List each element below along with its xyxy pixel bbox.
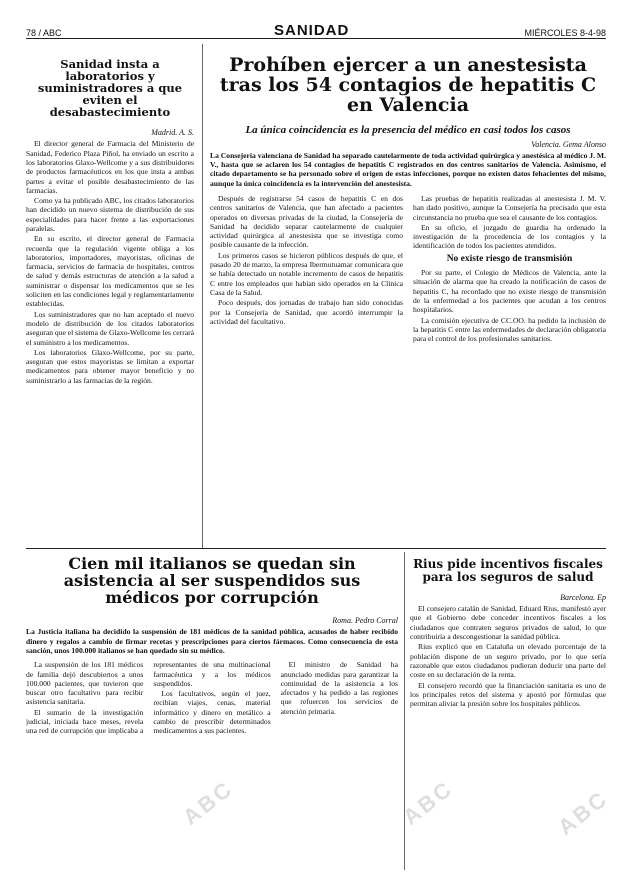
left-byline: Madrid. A. S.	[151, 128, 194, 138]
paragraph: Rius explicó que en Cataluña un elevado porcentaje de la población dispone de un seguro privado, por lo que sería razonable que estos ciudadanos pudieran deducir una parte del coste en su declaración de la renta.	[410, 642, 606, 680]
paragraph: La suspensión de los 181 médicos de familia dejó descubiertos a unos 100.000 pacientes, que tuvieron que buscar otro facultativo para recibir asistencia sanitaria.	[26, 660, 144, 707]
watermark: ABC	[553, 785, 614, 840]
column-rule	[202, 44, 203, 548]
paragraph: La comisión ejecutiva de CC.OO. ha pedido la inclusión de la hepatitis C entre las enfermedades de declaración obligatoria para el control de los profesionales sanitarios.	[413, 315, 606, 344]
italy-byline: Roma. Pedro Corral	[332, 616, 398, 626]
paragraph: El ministro de Sanidad ha anunciado medidas para garantizar la continuidad de la asistencia a los afectados y ha pedido a las regiones que refuercen los servicios de atención primaria.	[280, 660, 398, 716]
valencia-headline: Prohíben ejercer a un anestesista tras los 54 contagios de hepatitis C en Valencia	[219, 54, 597, 116]
paragraph: Después de registrarse 54 casos de hepatitis C en dos centros sanitarios de Valencia, que han afectado a pacientes operados en diversas privadas de la ciudad, la Consejería de Sanidad ha decidido separar cautelarmente de cualquier actividad quirúrgica al anestesista que se investiga como posible causante de la infección.	[210, 194, 403, 250]
italy-body	[26, 660, 398, 870]
left-body	[26, 139, 194, 385]
left-headline: Sanidad insta a laboratorios y suministradores a que eviten el desabastecimiento	[37, 57, 183, 120]
paragraph: El consejero catalán de Sanidad, Eduard Rius, manifestó ayer que el Gobierno debe conceder incentivos fiscales a los ciudadanos que contraten seguros privados de salud, lo que contribuiría a descongestionar la sanidad pública.	[410, 604, 606, 642]
page-header	[26, 6, 606, 40]
rius-byline: Barcelona. Ep	[560, 593, 606, 603]
watermark: ABC	[178, 775, 239, 830]
valencia-interhead: No existe riesgo de transmisión	[446, 253, 573, 264]
paragraph: En su escrito, el director general de Farmacia recuerda que la regulación vigente obliga a los laboratorios, importadores, mayoristas, oficinas de farmacia, servicios de farmacia de hospitales, centros de salud y demás estructuras de atención a la salud a suministrar o dispensar los medicamentos que se les soliciten en las condiciones legal y reglamentariamente establecidas.	[26, 234, 194, 309]
paragraph: Los primeros casos se hicieron públicos después de que, el pasado 20 de marzo, la empresa Ibermutuamar comunicara que se había detectado un notable incremento de casos de hepatitis C entre los empleados que habían sido operados en la Clínica Casa de la Salud.	[210, 250, 403, 297]
paragraph: Los laboratorios Glaxo-Wellcome, por su parte, aseguran que estos mayoristas se limitan a exportar medicamentos para obtener mayor beneficio y no suministrarlo a las farmacias de la región.	[26, 347, 194, 385]
paragraph: Los suministradores que no han aceptado el nuevo modelo de distribución de los citados laboratorios aseguran que el sistema de Glaxo-Wellcome les cerrará el suministro a los medicamentos.	[26, 309, 194, 347]
page-number: 78 / ABC	[26, 28, 62, 38]
left-article	[26, 44, 194, 544]
paragraph: El consejero recordó que la financiación sanitaria es uno de los principales retos del sistema y apostó por fórmulas que permitan aliviar la presión sobre los hospitales públicos.	[410, 680, 606, 709]
paragraph: Como ya ha publicado ABC, los citados laboratorios han decidido un nuevo sistema de distribución de sus especialidades para hacer frente a las exportaciones paralelas.	[26, 196, 194, 233]
section-title: SANIDAD	[274, 22, 350, 39]
valencia-subheadline: La única coincidencia es la presencia del médico en casi todos los casos	[245, 123, 571, 136]
italy-headline: Cien mil italianos se quedan sin asistencia al ser suspendidos sus médicos por corrupción	[63, 554, 361, 607]
paragraph: Por su parte, el Colegio de Médicos de Valencia, ante la situación de alarma que ha creado la notificación de casos de hepatitis C, ha recordado que no existe riesgo de transmisión de la enfermedad a los pacientes que acudan a los centros hospitalarios.	[413, 268, 606, 315]
section-divider	[26, 548, 606, 549]
paragraph: Las pruebas de hepatitis realizadas al anestesista J. M. V. han dado positivo, aunque la Consejería ha precisado que esta circunstancia no prueba que sea el causante de los contagios.	[413, 194, 606, 222]
valencia-byline: Valencia. Gema Alonso	[531, 139, 606, 149]
issue-date: MIÉRCOLES 8-4-98	[524, 28, 606, 38]
paragraph: El director general de Farmacia del Ministerio de Sanidad, Federico Plaza Piñol, ha enviado un escrito a los laboratorios Glaxo-Wellcome y a sus distribuidores de productos farmacéuticos en los que insta a ambas partes a evitar el posible desabastecimiento de las farmacias.	[26, 139, 194, 195]
watermark: ABC	[398, 775, 459, 830]
italy-lead: La Justicia italiana ha decidido la suspensión de 181 médicos de la sanidad pública, acusados de haber recibido dinero y regalos a cambio de firmar recetas y prescripciones para ciertos fármacos. Como consecuencia de esta sanción, unos 100.000 italianos se han quedado sin su médico.	[26, 627, 398, 655]
header-rule	[26, 38, 606, 39]
italy-article	[26, 552, 398, 870]
column-rule	[404, 552, 405, 870]
paragraph: El sumario de la investigación judicial, iniciada hace meses, revela una red de corrupción que implicaba a representantes de una multinacional farmacéutica y a los médicos suspendidos.	[26, 660, 271, 736]
paragraph: En su oficio, el juzgado de guardia ha ordenado la investigación de la procedencia de los contagios y la identificación de todos los pacientes atendidos.	[413, 222, 606, 251]
rius-headline: Rius pide incentivos fiscales para los seguros de salud	[413, 557, 603, 584]
paragraph: Poco después, dos jornadas de trabajo han sido conocidas por la Consejería de Sanidad, que acordó interrumpir la actividad del facultativo.	[210, 298, 403, 326]
valencia-lead: La Consejería valenciana de Sanidad ha separado cautelarmente de toda actividad quirúrgica y anestésica al médico J. M. V., hasta que se aclaren los 54 contagios de hepatitis C registrados en dos centros sanitarios de Valencia. Asimismo, el citado departamento se ha personado sobre el origen de estas infecciones, porque no existen datos fehacientes del mismo, aunque la única coincidencia es la intervención del anestesista.	[210, 150, 606, 188]
valencia-body	[210, 194, 606, 534]
rius-body	[410, 604, 606, 708]
valencia-article	[210, 44, 606, 548]
paragraph: Los facultativos, según el juez, recibían viajes, cenas, material informático y dinero en metálico a cambio de prescribir determinados medicamentos a sus pacientes.	[153, 689, 271, 736]
